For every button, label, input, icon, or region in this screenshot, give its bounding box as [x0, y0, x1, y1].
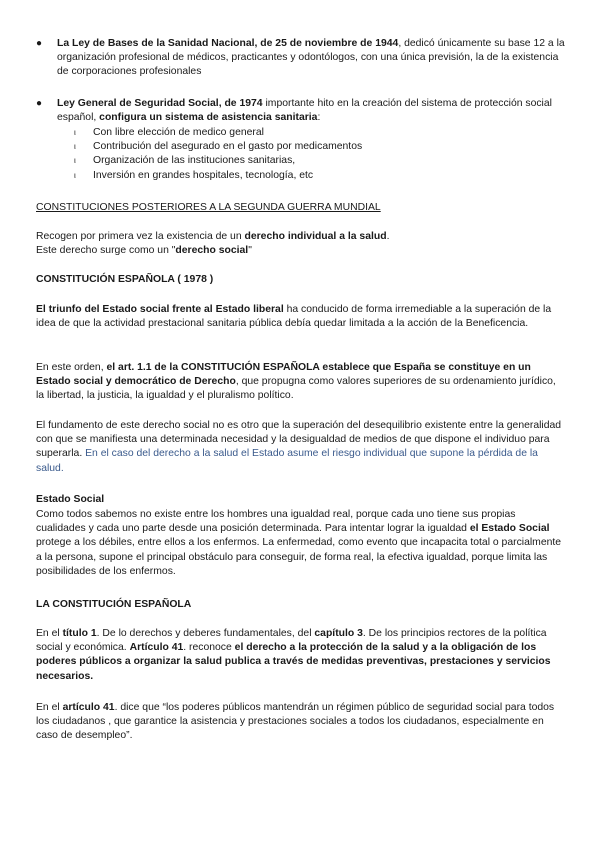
heading-text: LA CONSTITUCIÓN ESPAÑOLA	[36, 599, 192, 610]
bold-run: título 1	[62, 628, 97, 639]
bold-run: el derecho a la protección de la salud y a la obligación de los poderes públicos a organizar la salud publica a través de medidas preventivas, prestaciones y servicios necesarios.	[36, 642, 551, 682]
bullet-text-2: :	[317, 112, 321, 124]
legislation-bullet-list-2	[36, 97, 566, 125]
bullet-bold-text-2: configura un sistema de asistencia sanitaria	[99, 112, 318, 124]
titulo-1-paragraph	[36, 627, 566, 684]
text-run: En el	[36, 628, 63, 639]
bullet-bold-text: La Ley de Bases de la Sanidad Nacional, de 25 de noviembre de 1944	[57, 38, 399, 49]
highlighted-text: En el caso del derecho a la salud el Estado asume el riesgo individual que supone la pérdida de la salud.	[36, 448, 538, 474]
text-run: .	[386, 231, 390, 242]
text-run: Este derecho surge como un "	[36, 245, 176, 257]
bold-run: El triunfo del Estado social frente al Estado liberal	[36, 304, 284, 315]
sublist-item-text: Contribución del asegurado en el gasto por medicamentos	[93, 141, 363, 153]
text-run: El fundamento de este derecho social no es otro que la superación del desequilibrio existente entre la generalidad con que se manifiesta una determinada necesidad y la desigualdad de medios de que dispone el individuo para superarla.	[36, 420, 562, 460]
legislation-bullet-list	[36, 37, 566, 80]
text-run: . reconoce	[183, 642, 235, 654]
sublist-item	[36, 126, 566, 140]
constituciones-paragraph	[36, 230, 566, 258]
sublist-item	[36, 169, 566, 183]
text-run: En el	[36, 702, 63, 713]
sub-bullet-icon: ι	[74, 128, 76, 137]
bold-run: derecho individual a la salud	[244, 231, 387, 242]
bold-run: artículo 41	[62, 702, 115, 713]
sublist-item-text: Con libre elección de medico general	[93, 127, 264, 138]
asistencia-sanitaria-sublist	[36, 126, 566, 183]
text-run: Como todos sabemos no existe entre los hombres una igualdad real, porque cada uno tiene sus propias cualidades y cada uno parte desde una posición determinada. Para intentar lograr la igualdad	[36, 509, 516, 535]
text-run: Recogen por primera vez la existencia de un	[36, 231, 245, 242]
section-heading-estado-social	[36, 493, 566, 507]
bold-run: Artículo 41	[129, 642, 184, 654]
sublist-item-text: Organización de las instituciones sanitarias,	[93, 155, 296, 167]
text-run: ha conducido de forma irremediable a la superación de la idea de que la actividad prestacional sanitaria pública debía quedar limitada a la acción de la Beneficencia.	[36, 304, 552, 330]
bold-run: capítulo 3	[314, 628, 363, 639]
sublist-item	[36, 154, 566, 168]
bullet-dot-icon: ●	[36, 98, 43, 109]
bullet-item-ley-bases-1944	[36, 37, 566, 80]
bullet-item-ley-general-1974	[36, 97, 566, 125]
text-run: protege a los débiles, entre ellos a los enfermos. La enfermedad, como evento que incapacita total o parcialmente a la persona, supone el principal obstáculo para conseguir, de forma real, la efectiva igualdad, porque limita las posibilidades de los enfermos.	[36, 537, 562, 577]
heading-text: CONSTITUCIÓN ESPAÑOLA ( 1978 )	[36, 274, 214, 285]
sub-bullet-icon: ι	[74, 170, 76, 180]
text-run: . De lo derechos y deberes fundamentales, del	[96, 628, 315, 639]
text-run: En este orden,	[36, 362, 107, 373]
bold-run: el art. 1.1 de la CONSTITUCIÓN ESPAÑOLA establece que España se constituye en un Estado social y democrático de Derecho	[36, 362, 531, 388]
sublist-item	[36, 140, 566, 154]
sublist-item-text: Inversión en grandes hospitales, tecnología, etc	[93, 169, 314, 181]
text-run: . dice que “los poderes públicos mantendrán un régimen público de seguridad social para todos los ciudadanos , que garantice la asistencia y prestaciones sociales a todos los ciudadanos, especialmente en caso de desempleo”.	[36, 702, 555, 742]
estado-social-liberal-paragraph	[36, 303, 566, 331]
bold-run: derecho social	[175, 245, 249, 257]
text-run: "	[248, 245, 252, 257]
bullet-dot-icon: ●	[36, 38, 43, 49]
sub-bullet-icon: ι	[74, 142, 76, 152]
bullet-text: importante hito en la creación del sistema de protección social español,	[57, 98, 552, 124]
estado-social-paragraph	[36, 508, 566, 579]
heading-text: Estado Social	[36, 494, 105, 505]
bullet-text: , dedicó únicamente su base 12 a la organización profesional de médicos, practicantes y odontólogos, con una única previsión, la de la existencia de corporaciones profesionales	[57, 38, 565, 78]
text-run: . De los principios rectores de la política social y económica.	[36, 628, 547, 654]
bold-run: el Estado Social	[469, 523, 550, 535]
art-1-1-paragraph	[36, 361, 566, 404]
fundamento-paragraph	[36, 419, 566, 476]
sub-bullet-icon: ι	[74, 156, 76, 166]
bullet-bold-text: Ley General de Seguridad Social, de 1974	[57, 98, 263, 109]
articulo-41-paragraph	[36, 701, 566, 744]
section-heading-constituciones: CONSTITUCIONES POSTERIORES A LA SEGUNDA GUERRA MUNDIAL	[36, 202, 381, 213]
text-run: , que propugna como valores superiores de su ordenamiento jurídico, la libertad, la justicia, la igualdad y el pluralismo político.	[36, 376, 556, 402]
section-heading-ce-1978	[36, 273, 566, 287]
section-heading-la-ce	[36, 598, 566, 612]
